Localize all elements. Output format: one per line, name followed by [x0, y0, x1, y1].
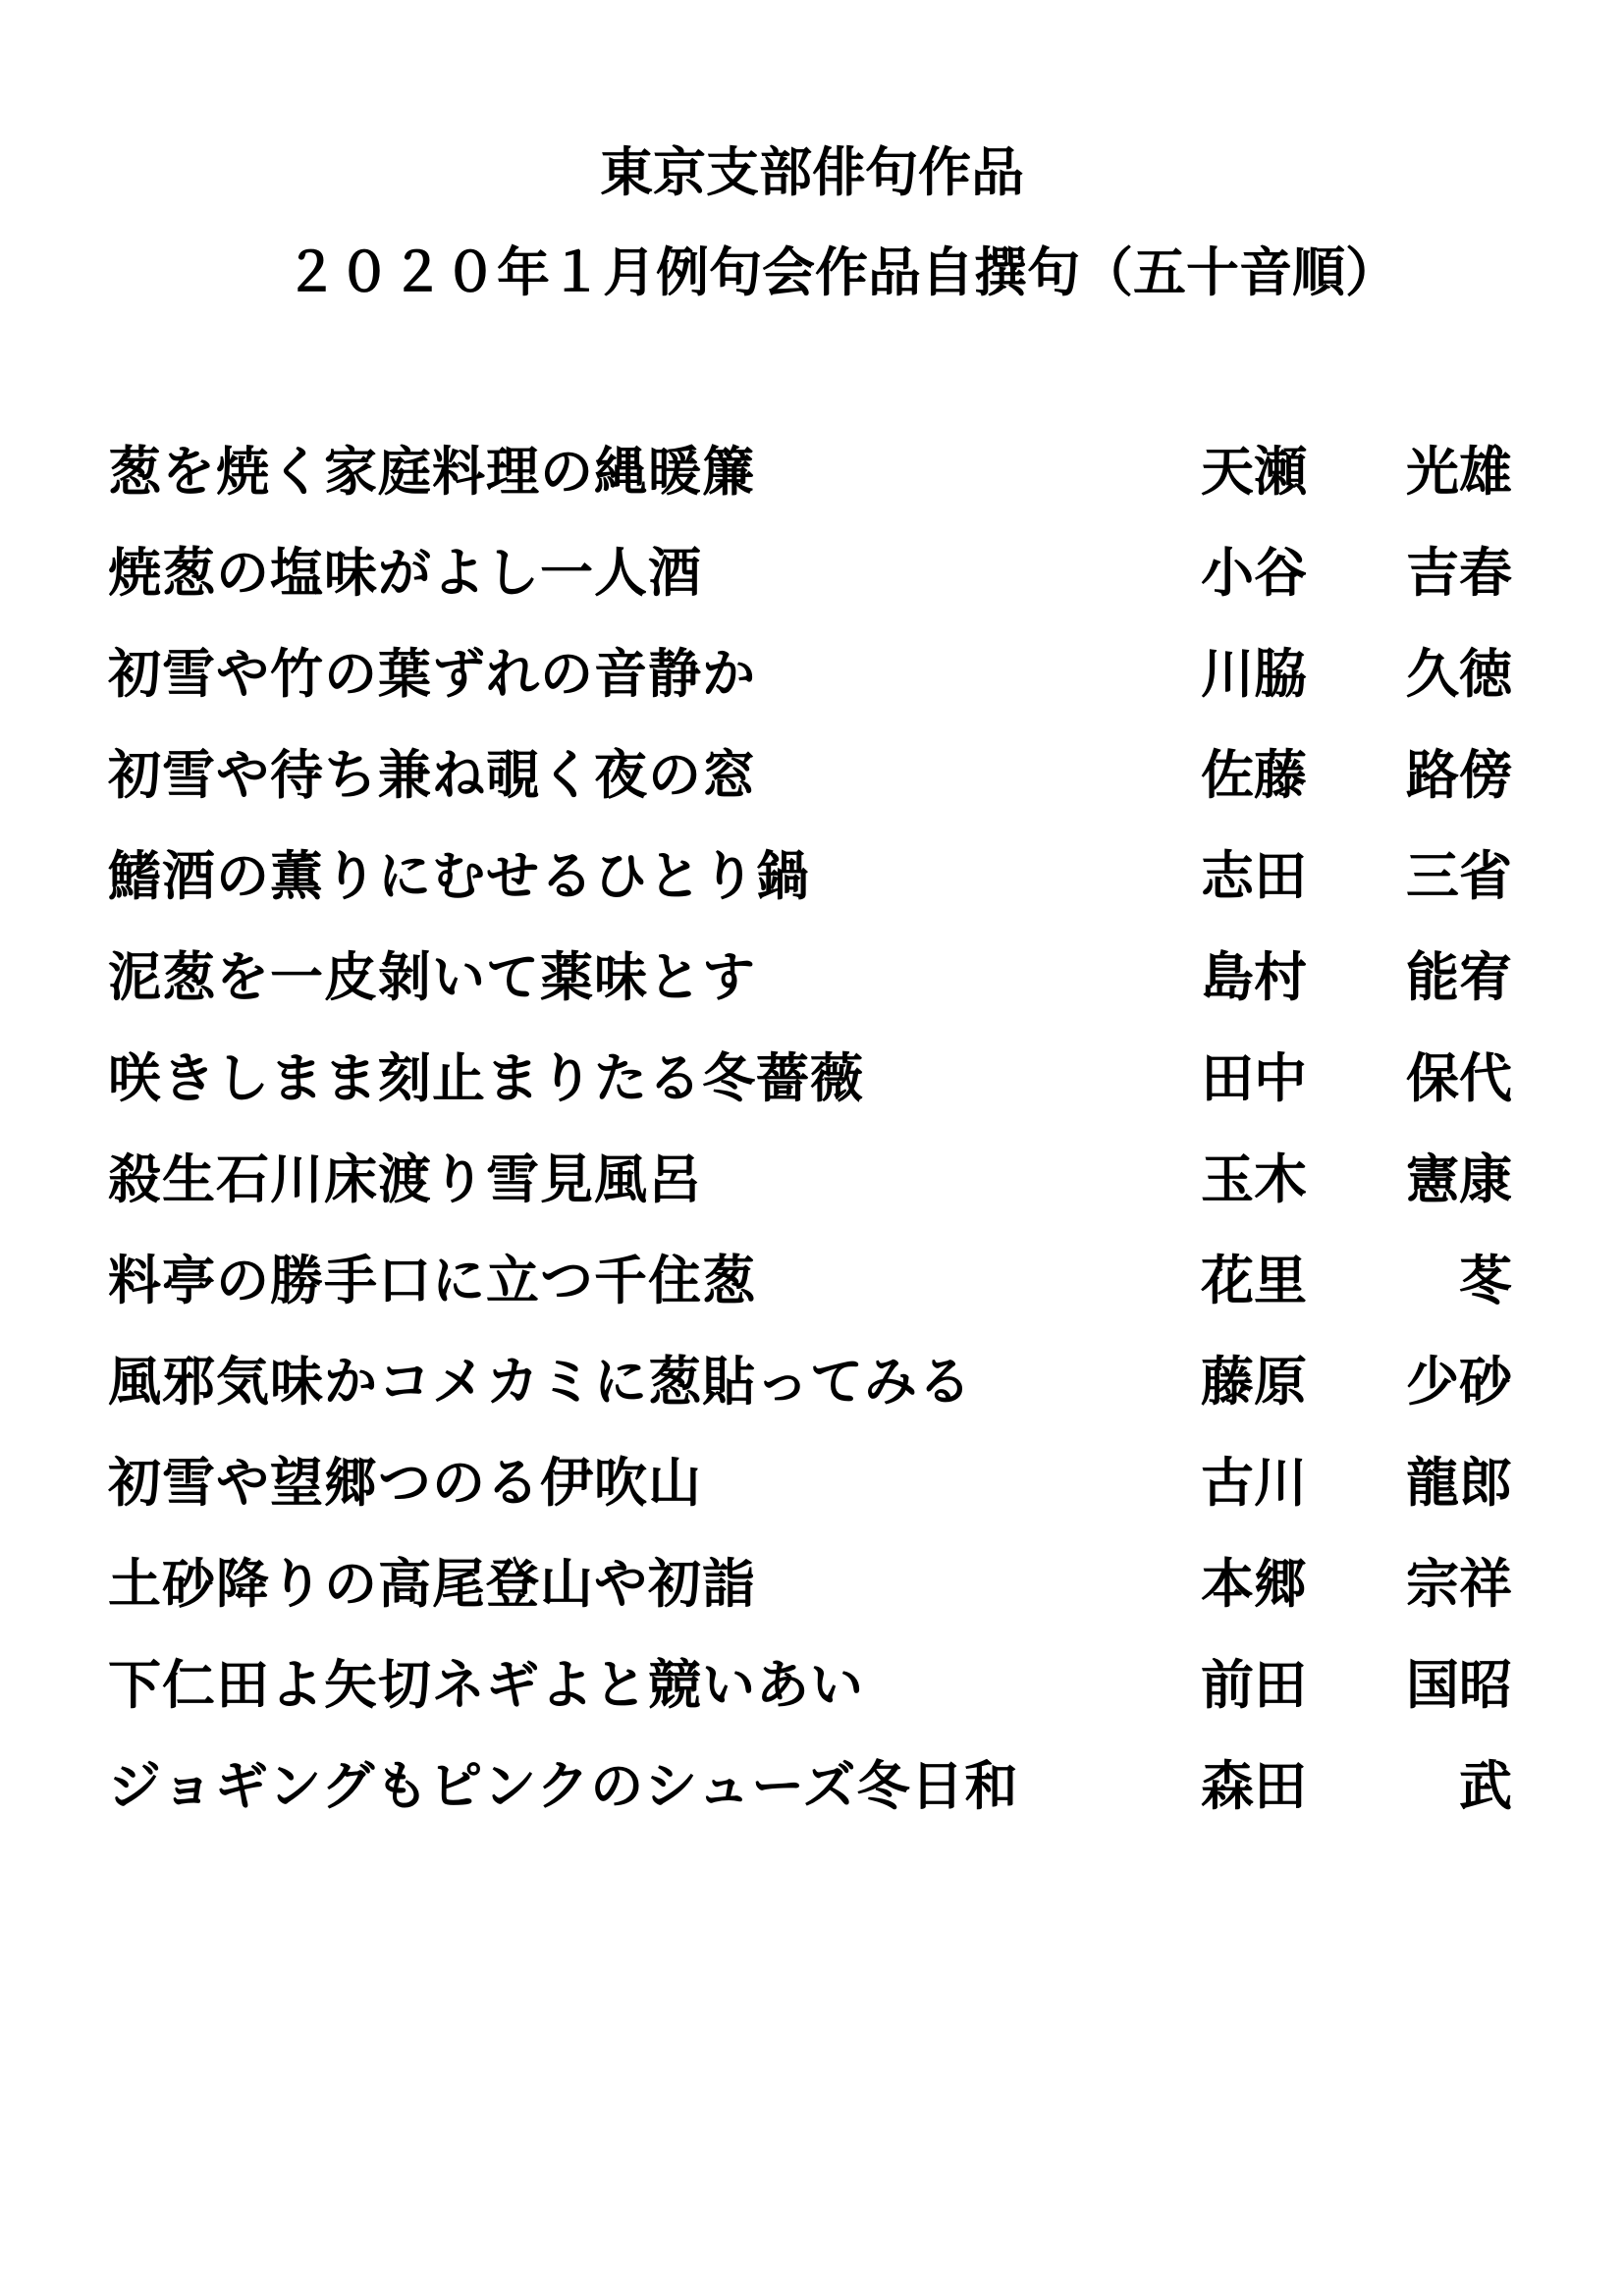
author-surname: 本郷: [1201, 1552, 1307, 1615]
author-given-name: 武: [1459, 1754, 1512, 1817]
author-surname: 花里: [1201, 1249, 1307, 1311]
author-given-name: 三省: [1406, 844, 1512, 907]
author-given-name: 少砂: [1406, 1350, 1512, 1413]
haiku-text: 葱を焼く家庭料理の縄暖簾: [108, 440, 756, 503]
author-given-name: 能宥: [1406, 945, 1512, 1008]
haiku-entry: [108, 1552, 1512, 1658]
haiku-text: 初雪や待ち兼ね覗く夜の窓: [108, 743, 756, 806]
author-surname: 前田: [1201, 1653, 1307, 1716]
author-given-name: 光雄: [1406, 440, 1512, 503]
haiku-text: 料亭の勝手口に立つ千住葱: [108, 1249, 756, 1311]
haiku-entry: [108, 1046, 1512, 1152]
author-surname: 川脇: [1201, 642, 1307, 705]
haiku-text: 下仁田よ矢切ネギよと競いあい: [108, 1653, 864, 1716]
haiku-list: [108, 440, 1512, 1860]
author-given-name: 久徳: [1406, 642, 1512, 705]
author-surname: 志田: [1201, 844, 1307, 907]
author-given-name: 龍郎: [1406, 1451, 1512, 1514]
haiku-entry: [108, 541, 1512, 647]
page-subtitle: ２０２０年１月例句会作品自撰句（五十音順）: [285, 240, 1398, 303]
haiku-entry: [108, 945, 1512, 1051]
haiku-entry: [108, 1451, 1512, 1557]
haiku-text: 焼葱の塩味がよし一人酒: [108, 541, 702, 604]
haiku-entry: [108, 1148, 1512, 1254]
haiku-entry: [108, 1350, 1512, 1456]
author-surname: 古川: [1201, 1451, 1307, 1514]
author-surname: 森田: [1201, 1754, 1307, 1817]
author-given-name: 憲康: [1406, 1148, 1512, 1210]
haiku-entry: [108, 440, 1512, 546]
page-title: 東京支部俳句作品: [600, 140, 1024, 203]
haiku-entry: [108, 1249, 1512, 1355]
author-surname: 小谷: [1201, 541, 1307, 604]
author-surname: 佐藤: [1201, 743, 1307, 806]
author-surname: 田中: [1201, 1046, 1307, 1109]
author-given-name: 吉春: [1406, 541, 1512, 604]
author-given-name: 宗祥: [1406, 1552, 1512, 1615]
haiku-entry: [108, 1754, 1512, 1860]
author-surname: 島村: [1201, 945, 1307, 1008]
author-surname: 天瀬: [1201, 440, 1307, 503]
author-surname: 藤原: [1201, 1350, 1307, 1413]
haiku-text: 殺生石川床渡り雪見風呂: [108, 1148, 702, 1210]
haiku-entry: [108, 642, 1512, 748]
haiku-text: 鰭酒の薫りにむせるひとり鍋: [108, 844, 810, 907]
haiku-text: 土砂降りの高尾登山や初詣: [108, 1552, 756, 1615]
haiku-entry: [108, 743, 1512, 849]
haiku-text: 風邪気味かコメカミに葱貼ってみる: [108, 1350, 972, 1413]
haiku-text: 初雪や望郷つのる伊吹山: [108, 1451, 702, 1514]
haiku-text: ジョギングもピンクのシューズ冬日和: [108, 1754, 1019, 1817]
haiku-entry: [108, 1653, 1512, 1759]
author-given-name: 苳: [1459, 1249, 1512, 1311]
author-given-name: 国昭: [1406, 1653, 1512, 1716]
haiku-text: 泥葱を一皮剝いて薬味とす: [108, 945, 756, 1008]
haiku-text: 咲きしまま刻止まりたる冬薔薇: [108, 1046, 864, 1109]
author-surname: 玉木: [1201, 1148, 1307, 1210]
haiku-entry: [108, 844, 1512, 950]
author-given-name: 路傍: [1406, 743, 1512, 806]
author-given-name: 保代: [1406, 1046, 1512, 1109]
haiku-text: 初雪や竹の葉ずれの音静か: [108, 642, 756, 705]
